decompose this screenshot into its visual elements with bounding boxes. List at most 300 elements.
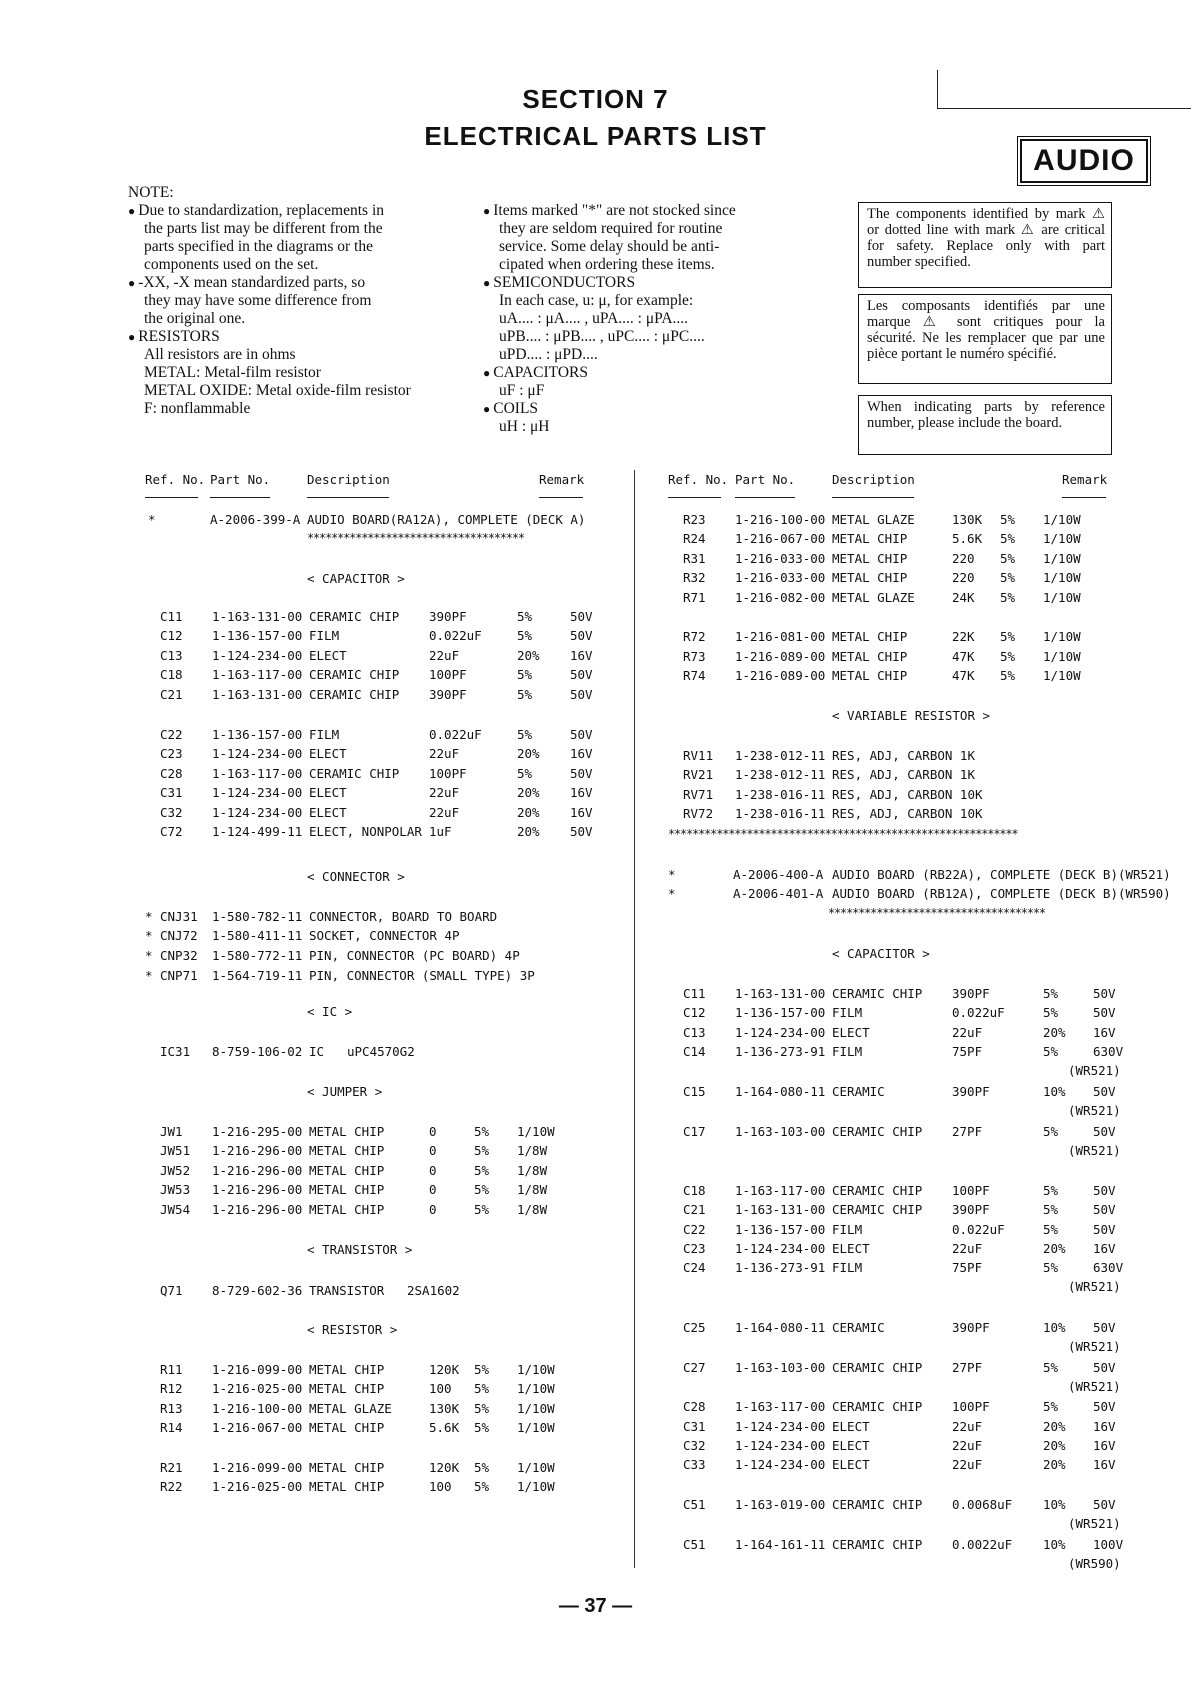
wattage: 1/10W [1043, 629, 1081, 644]
variable-resistor-section-title: < VARIABLE RESISTOR > [832, 708, 991, 723]
variable-resistor-row [0, 748, 1191, 766]
header-underline [735, 497, 795, 498]
capacitor-row [0, 986, 1191, 1004]
voltage: 50V [570, 609, 593, 624]
description: FILM [832, 1260, 863, 1275]
stock-mark: * [145, 909, 153, 924]
board-row [0, 886, 1191, 904]
value: 1uF [429, 824, 452, 839]
tolerance: 5% [1043, 1222, 1059, 1237]
value: 390PF [429, 687, 467, 702]
description: ELECT [832, 1025, 870, 1040]
tolerance: 5% [1000, 590, 1016, 605]
ref-no: CNP71 [160, 968, 198, 983]
ref-no: Q71 [160, 1283, 183, 1298]
note-line: METAL: Metal-film resistor [144, 364, 321, 381]
value: 130K [952, 512, 983, 527]
header-ref: Ref. No. [668, 472, 729, 487]
note-line: uF : μF [499, 382, 545, 399]
wattage: 1/10W [1043, 570, 1081, 585]
capacitor-row [0, 1497, 1191, 1515]
capacitor-row [0, 1457, 1191, 1475]
header-underline [145, 497, 198, 498]
voltage: 50V [1093, 1202, 1116, 1217]
part-no: 1-216-296-00 [212, 1163, 303, 1178]
wattage: 1/8W [517, 1163, 548, 1178]
tolerance: 5% [1000, 531, 1016, 546]
ref-no: R21 [160, 1460, 183, 1475]
stock-mark: * [148, 512, 156, 527]
reference-note [858, 395, 1112, 455]
capacitor-row [0, 609, 1191, 627]
voltage: 50V [1093, 1497, 1116, 1512]
tolerance: 5% [517, 609, 533, 624]
value: 220 [952, 570, 975, 585]
voltage: 630V [1093, 1260, 1124, 1275]
part-no: 8-759-106-02 [212, 1044, 303, 1059]
value: 75PF [952, 1260, 983, 1275]
part-no: 1-216-025-00 [212, 1479, 303, 1494]
part-no: 1-163-131-00 [212, 609, 303, 624]
stock-mark: * [668, 886, 676, 901]
value: 75PF [952, 1044, 983, 1059]
capacitor-row [0, 1419, 1191, 1437]
value: 120K [429, 1460, 460, 1475]
board-description: AUDIO BOARD (RB12A), COMPLETE (DECK B)(WR590) [832, 886, 1171, 901]
ref-no: R23 [683, 512, 706, 527]
ref-no: R13 [160, 1401, 183, 1416]
description: CERAMIC [832, 1084, 885, 1099]
value: 390PF [952, 1202, 990, 1217]
capacitor-remark [0, 1143, 1191, 1161]
ref-no: C12 [160, 628, 183, 643]
voltage: 50V [1093, 1222, 1116, 1237]
note-items-marked: ● Items marked "*" are not stocked since [483, 202, 793, 220]
jumper-row [0, 1163, 1191, 1181]
voltage: 100V [1093, 1537, 1124, 1552]
value: 22uF [952, 1419, 983, 1434]
tolerance: 5% [474, 1124, 490, 1139]
ref-no: R31 [683, 551, 706, 566]
part-no: 1-124-234-00 [212, 785, 303, 800]
value: 100PF [429, 766, 467, 781]
note-line: uH : μH [499, 418, 550, 435]
part-no: 1-163-117-00 [212, 667, 303, 682]
remark: (WR590) [1068, 1556, 1121, 1571]
part-no: 1-124-234-00 [212, 648, 303, 663]
part-no: 1-163-131-00 [212, 687, 303, 702]
value: 390PF [952, 986, 990, 1001]
part-no: 1-216-296-00 [212, 1182, 303, 1197]
ref-no: C33 [683, 1457, 706, 1472]
tolerance: 20% [517, 805, 540, 820]
capacitor-row [0, 1005, 1191, 1023]
description: PIN, CONNECTOR (SMALL TYPE) 3P [309, 968, 535, 983]
description: METAL CHIP [309, 1143, 385, 1158]
tolerance: 5% [1043, 1360, 1059, 1375]
value: 24K [952, 590, 975, 605]
ref-no: C28 [160, 766, 183, 781]
header-remark: Remark [539, 472, 585, 487]
safety-text-en: The components identified by mark ⚠ or dotted line with mark ⚠ are critical for safety. Replace only with part number specified. [867, 206, 1105, 270]
part-no: 1-136-157-00 [735, 1222, 826, 1237]
description: METAL CHIP [309, 1381, 385, 1396]
wattage: 1/10W [517, 1401, 555, 1416]
part-no: 1-136-157-00 [212, 628, 303, 643]
value: 0.0068uF [952, 1497, 1013, 1512]
tolerance: 20% [1043, 1438, 1066, 1453]
value: 390PF [952, 1320, 990, 1335]
voltage: 16V [1093, 1241, 1116, 1256]
tolerance: 10% [1043, 1084, 1066, 1099]
separator-stars: ************************************ [828, 906, 1045, 920]
capacitor-row [0, 687, 1191, 705]
part-no: 1-124-234-00 [735, 1457, 826, 1472]
ref-no: C28 [683, 1399, 706, 1414]
ref-no: C18 [160, 667, 183, 682]
part-no: 1-216-033-00 [735, 570, 826, 585]
capacitor-row [0, 1537, 1191, 1555]
voltage: 16V [1093, 1438, 1116, 1453]
part-no: 1-163-103-00 [735, 1360, 826, 1375]
capacitor-remark [0, 1339, 1191, 1357]
note-line: components used on the set. [144, 256, 319, 273]
part-no: 1-216-081-00 [735, 629, 826, 644]
ref-no: C11 [160, 609, 183, 624]
variable-resistor-row [0, 806, 1191, 824]
part-no: 1-238-012-11 [735, 748, 826, 763]
header-underline [307, 497, 389, 498]
note-line: In each case, u: μ, for example: [499, 292, 694, 309]
tolerance: 5% [474, 1401, 490, 1416]
capacitor-row [0, 1222, 1191, 1240]
voltage: 50V [570, 687, 593, 702]
capacitor-row [0, 1360, 1191, 1378]
value: 22uF [429, 785, 460, 800]
header-remark: Remark [1062, 472, 1108, 487]
part-no: 1-163-019-00 [735, 1497, 826, 1512]
tolerance: 5% [474, 1362, 490, 1377]
safety-note-english [858, 202, 1112, 288]
value: 0 [429, 1182, 437, 1197]
ref-no: C32 [683, 1438, 706, 1453]
ref-no: JW54 [160, 1202, 191, 1217]
header-underline [1062, 497, 1106, 498]
connector-row [0, 948, 1191, 966]
tolerance: 5% [474, 1381, 490, 1396]
capacitor-row [0, 1399, 1191, 1417]
capacitor-row [0, 1124, 1191, 1142]
stock-mark: * [145, 928, 153, 943]
ref-no: C23 [683, 1241, 706, 1256]
description: METAL GLAZE [309, 1401, 392, 1416]
ref-no: R32 [683, 570, 706, 585]
note-line: uPD.... : μPD.... [499, 346, 598, 363]
note-coils: ● COILS [483, 400, 793, 418]
ref-no: C13 [683, 1025, 706, 1040]
ref-no: RV72 [683, 806, 714, 821]
note-line: they are seldom required for routine [499, 220, 723, 237]
board-description: AUDIO BOARD (RB22A), COMPLETE (DECK B)(WR521) [832, 867, 1171, 882]
description: METAL CHIP [832, 649, 908, 664]
part-no: 1-124-234-00 [735, 1025, 826, 1040]
ref-no: C23 [160, 746, 183, 761]
voltage: 16V [570, 785, 593, 800]
ref-no: RV71 [683, 787, 714, 802]
capacitor-row [0, 1044, 1191, 1062]
voltage: 630V [1093, 1044, 1124, 1059]
part-no: 1-163-131-00 [735, 1202, 826, 1217]
wattage: 1/10W [517, 1420, 555, 1435]
ref-no: R12 [160, 1381, 183, 1396]
header-description: Description [307, 472, 390, 487]
description: CERAMIC CHIP [832, 986, 923, 1001]
notes-left [128, 184, 458, 418]
part-no: 1-238-012-11 [735, 767, 826, 782]
audio-badge: AUDIO [1020, 139, 1148, 183]
description: METAL CHIP [309, 1479, 385, 1494]
part-no: 1-216-099-00 [212, 1362, 303, 1377]
voltage: 50V [1093, 1005, 1116, 1020]
capacitor-row [0, 1260, 1191, 1278]
stock-mark: * [145, 948, 153, 963]
voltage: 50V [1093, 1183, 1116, 1198]
remark: (WR521) [1068, 1103, 1121, 1118]
tolerance: 20% [517, 746, 540, 761]
wattage: 1/10W [1043, 551, 1081, 566]
resistor-section-title: < RESISTOR > [307, 1322, 398, 1337]
ref-no: R24 [683, 531, 706, 546]
value: 22uF [952, 1241, 983, 1256]
remark: (WR521) [1068, 1339, 1121, 1354]
ref-no: R73 [683, 649, 706, 664]
description: METAL CHIP [309, 1362, 385, 1377]
description: FILM [832, 1044, 863, 1059]
ref-no: JW51 [160, 1143, 191, 1158]
part-no: 1-216-067-00 [212, 1420, 303, 1435]
tolerance: 5% [1043, 1044, 1059, 1059]
header-underline [210, 497, 270, 498]
description: RES, ADJ, CARBON 10K [832, 787, 983, 802]
tolerance: 10% [1043, 1537, 1066, 1552]
description: METAL GLAZE [832, 590, 915, 605]
description: CERAMIC CHIP [832, 1124, 923, 1139]
wattage: 1/8W [517, 1202, 548, 1217]
separator-stars-long: ********************************************************** [668, 827, 1018, 841]
section-title: SECTION 7 [522, 84, 669, 114]
part-no: 1-580-782-11 [212, 909, 303, 924]
value: 0.022uF [429, 628, 482, 643]
ref-no: C21 [160, 687, 183, 702]
remark: (WR521) [1068, 1143, 1121, 1158]
wattage: 1/8W [517, 1143, 548, 1158]
description: CERAMIC [832, 1320, 885, 1335]
tolerance: 20% [1043, 1419, 1066, 1434]
description: SOCKET, CONNECTOR 4P [309, 928, 460, 943]
reference-note-text: When indicating parts by reference number, please include the board. [867, 399, 1105, 431]
tolerance: 5% [1000, 570, 1016, 585]
remark: (WR521) [1068, 1516, 1121, 1531]
description: CONNECTOR, BOARD TO BOARD [309, 909, 498, 924]
note-semiconductors: ● SEMICONDUCTORS [483, 274, 793, 292]
wattage: 1/10W [1043, 531, 1081, 546]
part-no: 1-216-025-00 [212, 1381, 303, 1396]
description: ELECT [832, 1457, 870, 1472]
resistor-row [0, 1479, 1191, 1497]
wattage: 1/10W [1043, 512, 1081, 527]
part-no: 1-124-234-00 [735, 1438, 826, 1453]
tolerance: 5% [517, 687, 533, 702]
ref-no: IC31 [160, 1044, 191, 1059]
part-no: 1-163-117-00 [212, 766, 303, 781]
ref-no: C22 [160, 727, 183, 742]
description: ELECT [832, 1241, 870, 1256]
ref-no: C72 [160, 824, 183, 839]
value: 0 [429, 1124, 437, 1139]
part-no: 1-580-411-11 [212, 928, 303, 943]
note-standardization: ● Due to standardization, replacements in [128, 202, 458, 220]
tolerance: 20% [517, 824, 540, 839]
ref-no: RV21 [683, 767, 714, 782]
description: CERAMIC CHIP [832, 1497, 923, 1512]
ref-no: R11 [160, 1362, 183, 1377]
value: 390PF [952, 1084, 990, 1099]
capacitor-row [0, 1241, 1191, 1259]
transistor-section-title: < TRANSISTOR > [307, 1242, 413, 1257]
value: 100PF [429, 667, 467, 682]
board-part: A-2006-400-A [733, 867, 824, 882]
value: 22uF [952, 1457, 983, 1472]
tolerance: 5% [474, 1420, 490, 1435]
voltage: 16V [570, 805, 593, 820]
capacitor-remark [0, 1516, 1191, 1534]
jumper-section-title: < JUMPER > [307, 1084, 383, 1099]
value: 47K [952, 649, 975, 664]
ref-no: C25 [683, 1320, 706, 1335]
value: 47K [952, 668, 975, 683]
ref-no: C15 [683, 1084, 706, 1099]
header-description: Description [832, 472, 915, 487]
value: 22uF [429, 746, 460, 761]
resistor-row [0, 668, 1191, 686]
part-no: 1-136-157-00 [735, 1005, 826, 1020]
description: FILM [309, 727, 340, 742]
ref-no: C18 [683, 1183, 706, 1198]
header-underline [668, 497, 721, 498]
description: METAL CHIP [832, 570, 908, 585]
remark: (WR521) [1068, 1379, 1121, 1394]
ref-no: R22 [160, 1479, 183, 1494]
value: 0.022uF [952, 1222, 1005, 1237]
voltage: 50V [1093, 986, 1116, 1001]
ref-no: CNP32 [160, 948, 198, 963]
board-row [0, 867, 1191, 885]
value: 22uF [952, 1438, 983, 1453]
header-ref: Ref. No. [145, 472, 206, 487]
voltage: 16V [570, 746, 593, 761]
part-no: 1-136-273-91 [735, 1044, 826, 1059]
voltage: 50V [1093, 1360, 1116, 1375]
description: ELECT [309, 648, 347, 663]
part-no: 1-216-100-00 [212, 1401, 303, 1416]
description: CERAMIC CHIP [309, 667, 400, 682]
wattage: 1/10W [517, 1381, 555, 1396]
part-no: 1-124-234-00 [212, 805, 303, 820]
note-line: F: nonflammable [144, 400, 251, 417]
description: CERAMIC CHIP [309, 609, 400, 624]
tolerance: 5% [1043, 1124, 1059, 1139]
part-no: 1-164-161-11 [735, 1537, 826, 1552]
voltage: 50V [570, 727, 593, 742]
part-no: 1-136-273-91 [735, 1260, 826, 1275]
capacitor-row [0, 727, 1191, 745]
header-underline [539, 497, 583, 498]
description: ELECT [832, 1438, 870, 1453]
description: FILM [309, 628, 340, 643]
description: METAL CHIP [832, 551, 908, 566]
value: 22uF [429, 805, 460, 820]
capacitor-row [0, 1084, 1191, 1102]
ref-no: R74 [683, 668, 706, 683]
note-line: the original one. [144, 310, 246, 327]
voltage: 50V [570, 824, 593, 839]
tolerance: 5% [474, 1479, 490, 1494]
part-no: 1-216-295-00 [212, 1124, 303, 1139]
stock-mark: * [668, 867, 676, 882]
note-xx: ● -XX, -X mean standardized parts, so [128, 274, 458, 292]
part-no: 1-216-082-00 [735, 590, 826, 605]
ref-no: R14 [160, 1420, 183, 1435]
board-part: A-2006-399-A [210, 512, 301, 527]
resistor-row [0, 512, 1191, 530]
part-no: 1-564-719-11 [212, 968, 303, 983]
value: 27PF [952, 1360, 983, 1375]
part-no: 1-164-080-11 [735, 1320, 826, 1335]
tolerance: 20% [1043, 1241, 1066, 1256]
wattage: 1/10W [1043, 590, 1081, 605]
wattage: 1/10W [1043, 649, 1081, 664]
description: PIN, CONNECTOR (PC BOARD) 4P [309, 948, 520, 963]
tolerance: 5% [1000, 551, 1016, 566]
voltage: 16V [1093, 1025, 1116, 1040]
part-no: 1-163-103-00 [735, 1124, 826, 1139]
part-no: 1-216-089-00 [735, 649, 826, 664]
note-line: they may have some difference from [144, 292, 372, 309]
ref-no: C32 [160, 805, 183, 820]
description: CERAMIC CHIP [832, 1183, 923, 1198]
wattage: 1/10W [517, 1362, 555, 1377]
value: 5.6K [429, 1420, 460, 1435]
capacitor-row [0, 1202, 1191, 1220]
value: 0.022uF [429, 727, 482, 742]
tolerance: 5% [517, 727, 533, 742]
value: 22K [952, 629, 975, 644]
part-no: 1-124-234-00 [735, 1419, 826, 1434]
resistor-row [0, 570, 1191, 588]
voltage: 16V [1093, 1457, 1116, 1472]
capacitor-section-title: < CAPACITOR > [832, 946, 930, 961]
value: 100 [429, 1479, 452, 1494]
part-no: 1-124-234-00 [212, 746, 303, 761]
separator-stars: ************************************ [307, 531, 524, 545]
tolerance: 20% [1043, 1457, 1066, 1472]
value: 27PF [952, 1124, 983, 1139]
description: CERAMIC CHIP [832, 1399, 923, 1414]
capacitor-row [0, 1183, 1191, 1201]
right-column-header [0, 472, 1191, 490]
tolerance: 5% [1043, 1202, 1059, 1217]
ref-no: C11 [683, 986, 706, 1001]
